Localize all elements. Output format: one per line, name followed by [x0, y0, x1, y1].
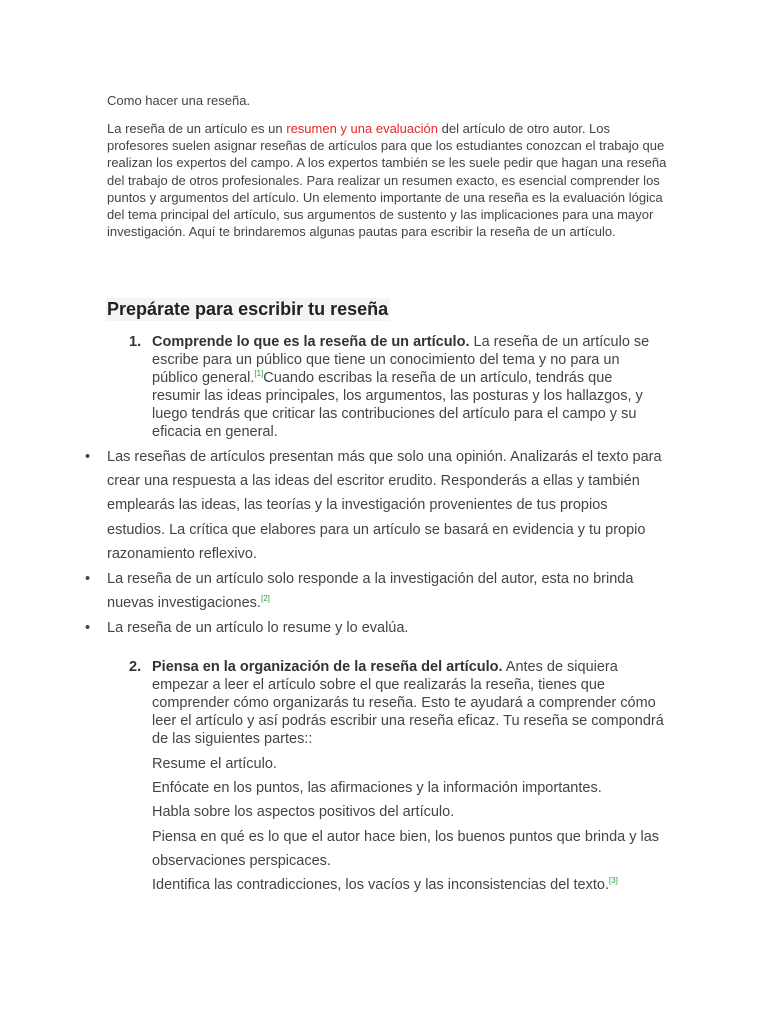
parts-list [152, 752, 672, 897]
list-item: Piensa en qué es lo que el autor hace bien, los buenos puntos que brinda y las observaciones perspicaces. [152, 828, 660, 869]
reference-link[interactable]: [1] [254, 369, 264, 378]
step-lead: Comprende lo que es la reseña de un artículo. [152, 334, 470, 350]
intro-title: Como hacer una reseña. [107, 93, 251, 108]
intro-paragraph [107, 120, 667, 240]
list-item [152, 873, 672, 897]
step-text: La reseña de un artículo se escribe para un público que tiene un conocimiento del tema y no para un público general. [152, 334, 650, 386]
step-1 [129, 333, 664, 441]
list-item [107, 616, 663, 640]
highlighted-phrase: resumen y una evaluación [286, 121, 438, 136]
bullet-text: Las reseñas de artículos presentan más que solo una opinión. Analizarás el texto para crear una respuesta a las ideas del escritor erudito. Responderás a ellas y también emplearás las ideas, las teorías y la investigación provenientes de tus propios estudios. La crítica que elabores para un artículo se basará en evidencia y tu propio razonamiento reflexivo. [107, 449, 662, 562]
list-item-text: Identifica las contradicciones, los vacíos y las inconsistencias del texto. [152, 877, 609, 894]
intro-text-before: La reseña de un artículo es un [107, 121, 287, 136]
list-item: Habla sobre los aspectos positivos del artículo. [152, 804, 455, 821]
list-item [107, 445, 663, 566]
step-text-continued: Cuando escribas la reseña de un artículo, tendrás que resumir las ideas principales, los argumentos, las posturas y los hallazgos, y luego tendrás que criticar las contribuciones del artículo para el campo y su eficacia en general. [152, 370, 643, 440]
bullet-text: La reseña de un artículo lo resume y lo evalúa. [107, 620, 409, 637]
list-item: Enfócate en los puntos, las afirmaciones y la información importantes. [152, 780, 602, 797]
step-2 [129, 658, 664, 748]
reference-link[interactable]: [3] [608, 876, 618, 886]
step-number: 1. [129, 334, 142, 350]
step-text: Antes de siquiera empezar a leer el artículo sobre el que realizarás la reseña, tienes que comprender cómo organizarás tu reseña. Esto te ayudará a comprender cómo leer el artículo y así podrás escribir una reseña eficaz. Tu reseña se compondrá de las siguientes partes:: [152, 659, 664, 747]
reference-link[interactable]: [2] [260, 594, 270, 604]
bullet-text: La reseña de un artículo solo responde a la investigación del autor, esta no brinda nuevas investigaciones. [107, 571, 634, 612]
intro-text-after: del artículo de otro autor. Los profesores suelen asignar reseñas de artículos para que los estudiantes conozcan el trabajo que realizan los expertos del campo. A los expertos también se les suele pedir que hagan una reseña del trabajo de otros profesionales. Para realizar un resumen exacto, es esencial comprender los puntos y argumentos del artículo. Un elemento importante de una reseña es la evaluación lógica del tema principal del artículo, sus argumentos de sustento y las implicaciones para una mayor investigación. Aquí te brindaremos algunas pautas para escribir la reseña de un artículo. [107, 121, 667, 240]
list-item [107, 567, 663, 615]
step-lead: Piensa en la organización de la reseña del artículo. [152, 659, 503, 675]
step-number: 2. [129, 659, 142, 675]
section-heading: Prepárate para escribir tu reseña [107, 299, 389, 319]
bullet-list [107, 445, 663, 642]
list-item: Resume el artículo. [152, 756, 277, 772]
